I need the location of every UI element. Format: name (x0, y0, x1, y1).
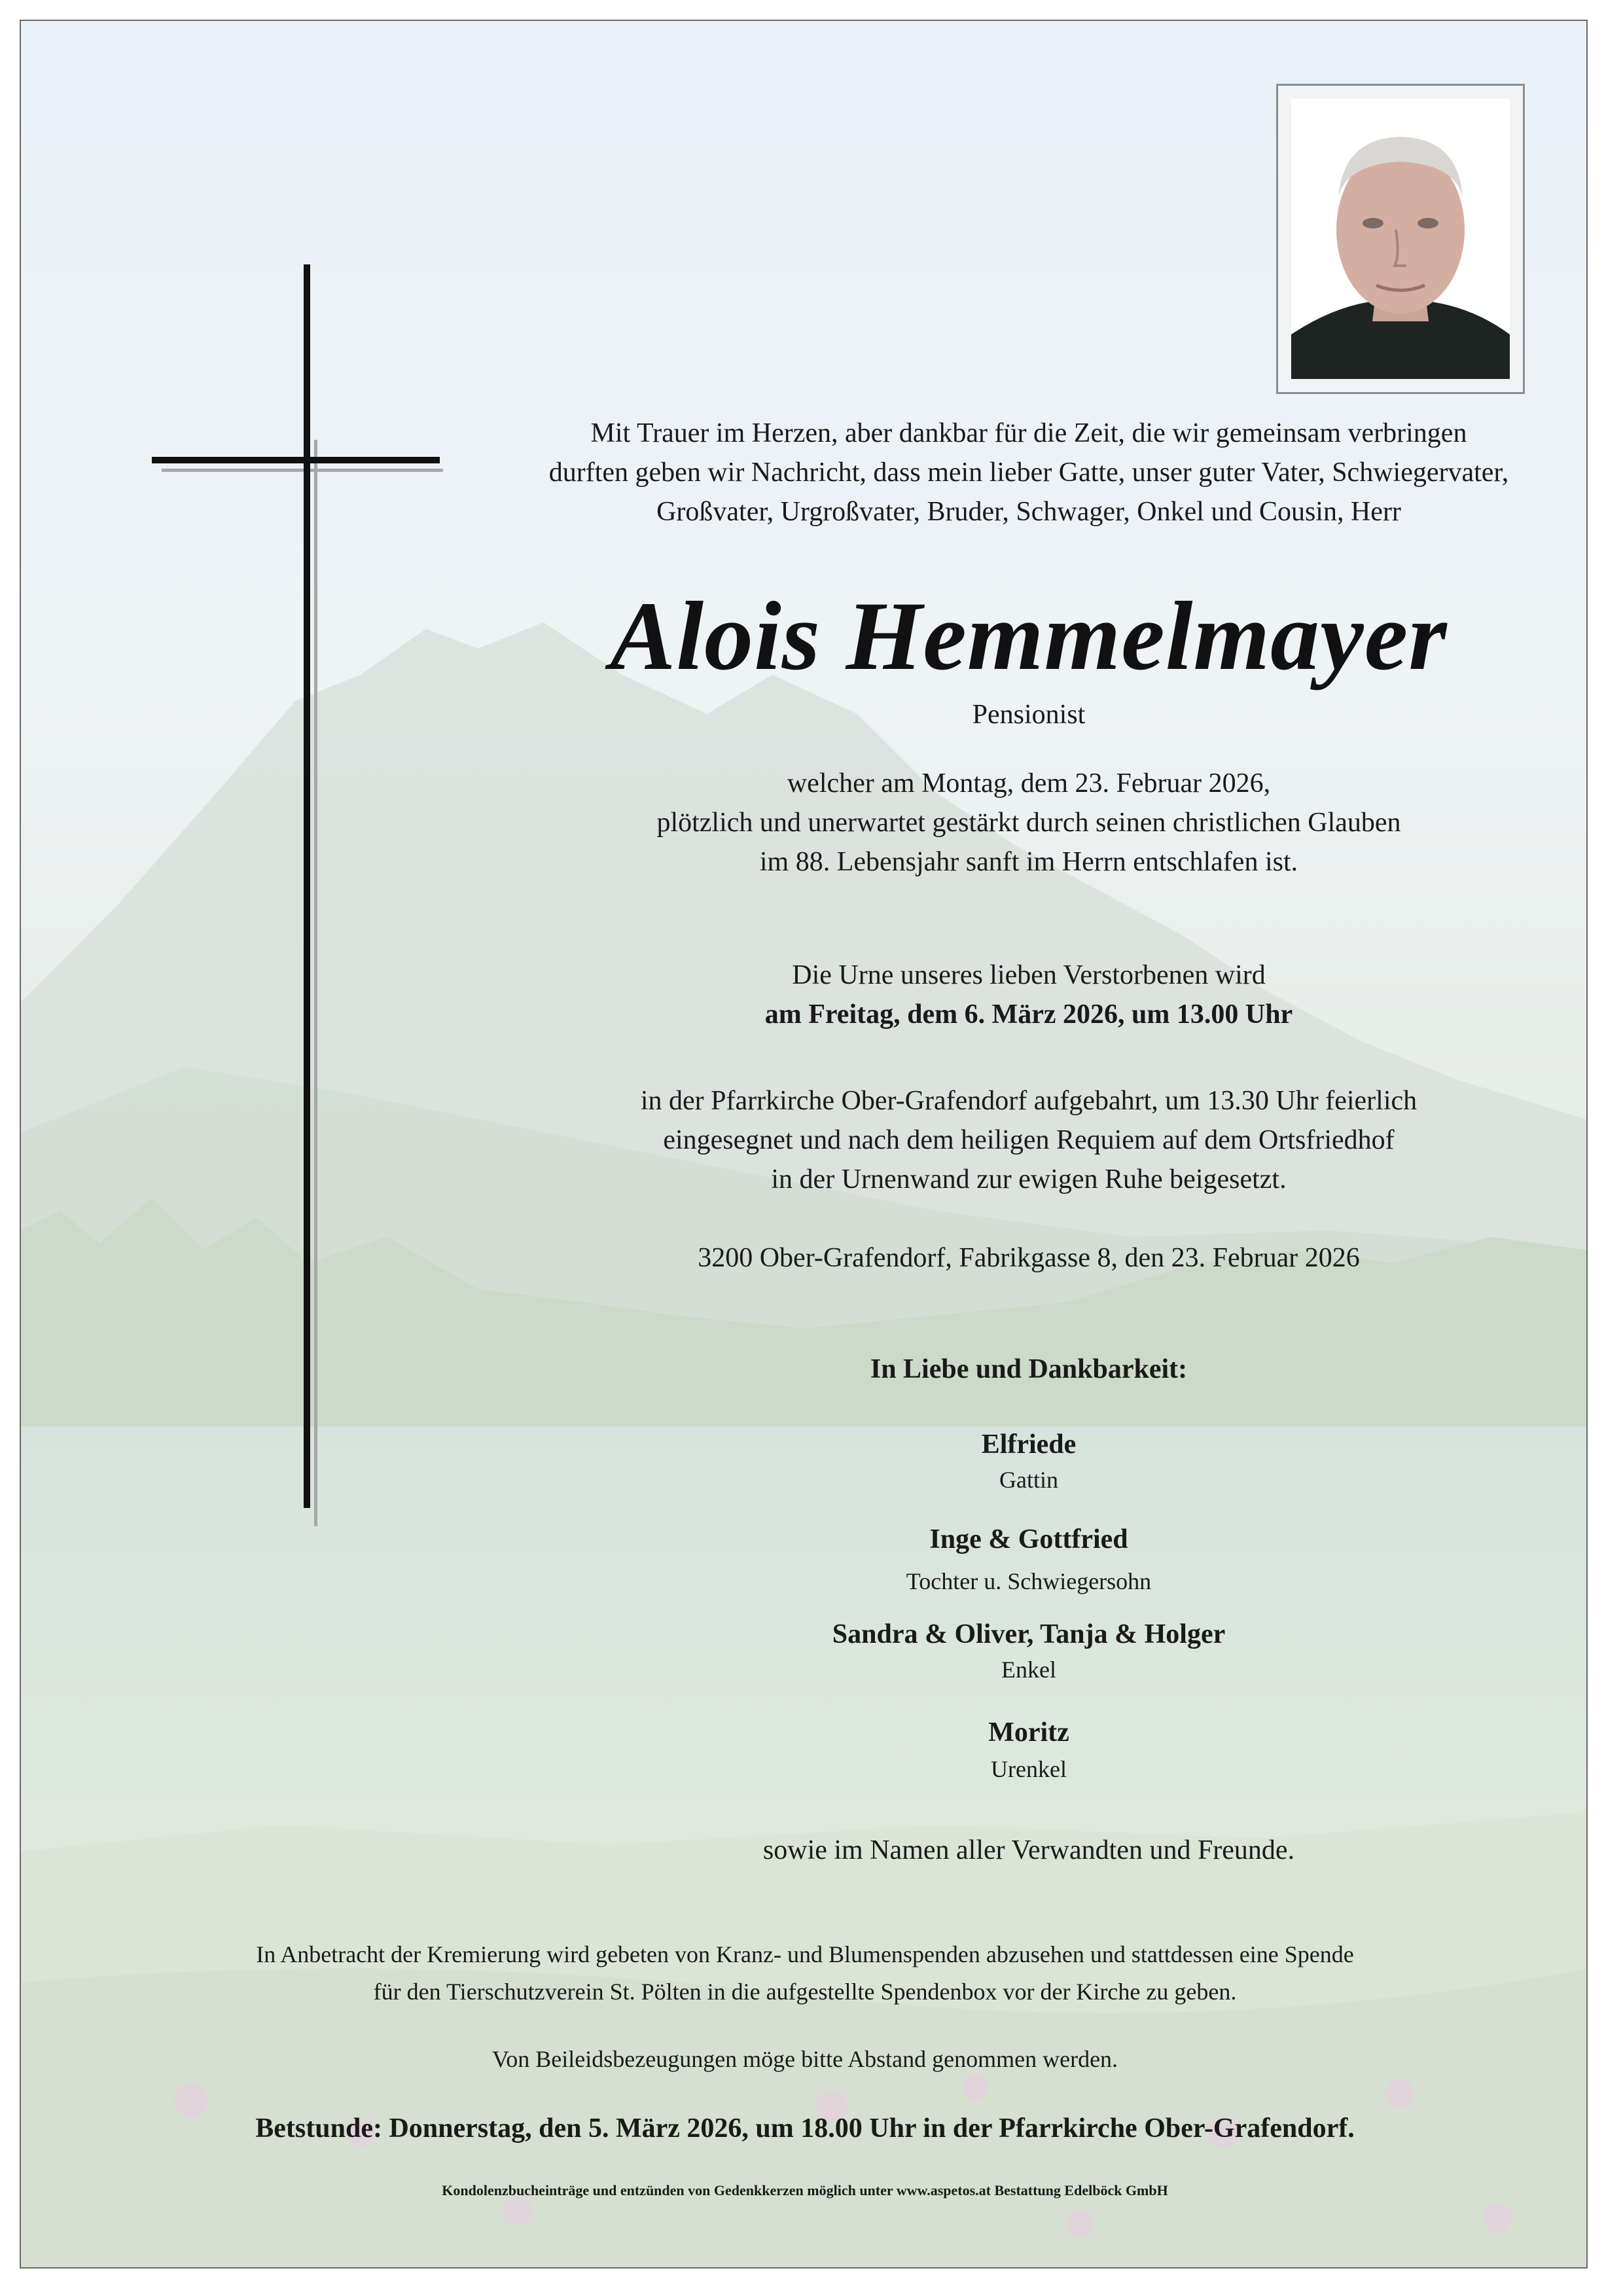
ceremony-line-3: in der Urnenwand zur ewigen Ruhe beigesetzt. (771, 1164, 1287, 1194)
profession: Pensionist (972, 700, 1086, 730)
mourner-name: Elfriede (981, 1429, 1077, 1460)
mourner-relation: Gattin (999, 1467, 1058, 1493)
ceremony-line-2: eingesegnet und nach dem heiligen Requiem auf dem Ortsfriedhof (663, 1125, 1395, 1155)
deceased-name: Alois Hemmelmayer (610, 582, 1448, 691)
intro-line-1: Mit Trauer im Herzen, aber dankbar für die Zeit, die wir gemeinsam verbringen (590, 418, 1467, 448)
death-line-2: plötzlich und unerwartet gestärkt durch seinen christlichen Glauben (656, 808, 1401, 838)
death-line-1: welcher am Montag, dem 23. Februar 2026, (787, 768, 1271, 798)
intro-line-3: Großvater, Urgroßvater, Bruder, Schwager, Onkel und Cousin, Herr (656, 497, 1401, 527)
donation-line-1: In Anbetracht der Kremierung wird gebeten von Kranz- und Blumenspenden abzusehen und stattdessen eine Spende (256, 1941, 1354, 1967)
portrait-photo-frame (1276, 84, 1525, 394)
mourner-name: Sandra & Oliver, Tanja & Holger (832, 1619, 1226, 1649)
portrait-photo (1291, 99, 1510, 379)
cross-horizontal-shadow (162, 469, 443, 472)
cross-horizontal-beam (152, 457, 440, 463)
prayer-hour: Betstunde: Donnerstag, den 5. März 2026, um 18.00 Uhr in der Pfarrkirche Ober-Grafendorf. (255, 2113, 1355, 2144)
mourner-relation: Tochter u. Schwiegersohn (906, 1568, 1152, 1594)
mourner-relation: Enkel (1001, 1657, 1056, 1683)
condolence-note: Von Beileidsbezeugungen möge bitte Abstand genommen werden. (491, 2046, 1118, 2072)
urn-intro: Die Urne unseres lieben Verstorbenen wird (792, 960, 1266, 990)
mourner-name: Moritz (988, 1717, 1069, 1748)
footer-note: Kondolenzbucheinträge und entzünden von Gedenkkerzen möglich unter www.aspetos.at Bestattung Edelböck GmbH (442, 2182, 1168, 2198)
cross-vertical-shadow (314, 440, 317, 1526)
death-line-3: im 88. Lebensjahr sanft im Herrn entschlafen ist. (759, 847, 1298, 877)
person-portrait-icon (1291, 99, 1510, 379)
mourner-relation: Urenkel (991, 1756, 1067, 1782)
mourner-name: Inge & Gottfried (929, 1524, 1128, 1554)
mourners-heading: In Liebe und Dankbarkeit: (870, 1354, 1188, 1384)
others-line: sowie im Namen aller Verwandten und Freunde. (762, 1835, 1295, 1865)
intro-line-2: durften geben wir Nachricht, dass mein lieber Gatte, unser guter Vater, Schwiegervater, (548, 457, 1509, 488)
donation-line-2: für den Tierschutzverein St. Pölten in die aufgestellte Spendenbox vor der Kirche zu geben. (373, 1979, 1237, 2005)
obituary-frame (20, 20, 1588, 2269)
cross-vertical-beam (304, 264, 310, 1508)
urn-date: am Freitag, dem 6. März 2026, um 13.00 Uhr (764, 999, 1293, 1030)
ceremony-line-1: in der Pfarrkirche Ober-Grafendorf aufgebahrt, um 13.30 Uhr feierlich (640, 1086, 1418, 1116)
place-date: 3200 Ober-Grafendorf, Fabrikgasse 8, den 23. Februar 2026 (698, 1243, 1360, 1273)
